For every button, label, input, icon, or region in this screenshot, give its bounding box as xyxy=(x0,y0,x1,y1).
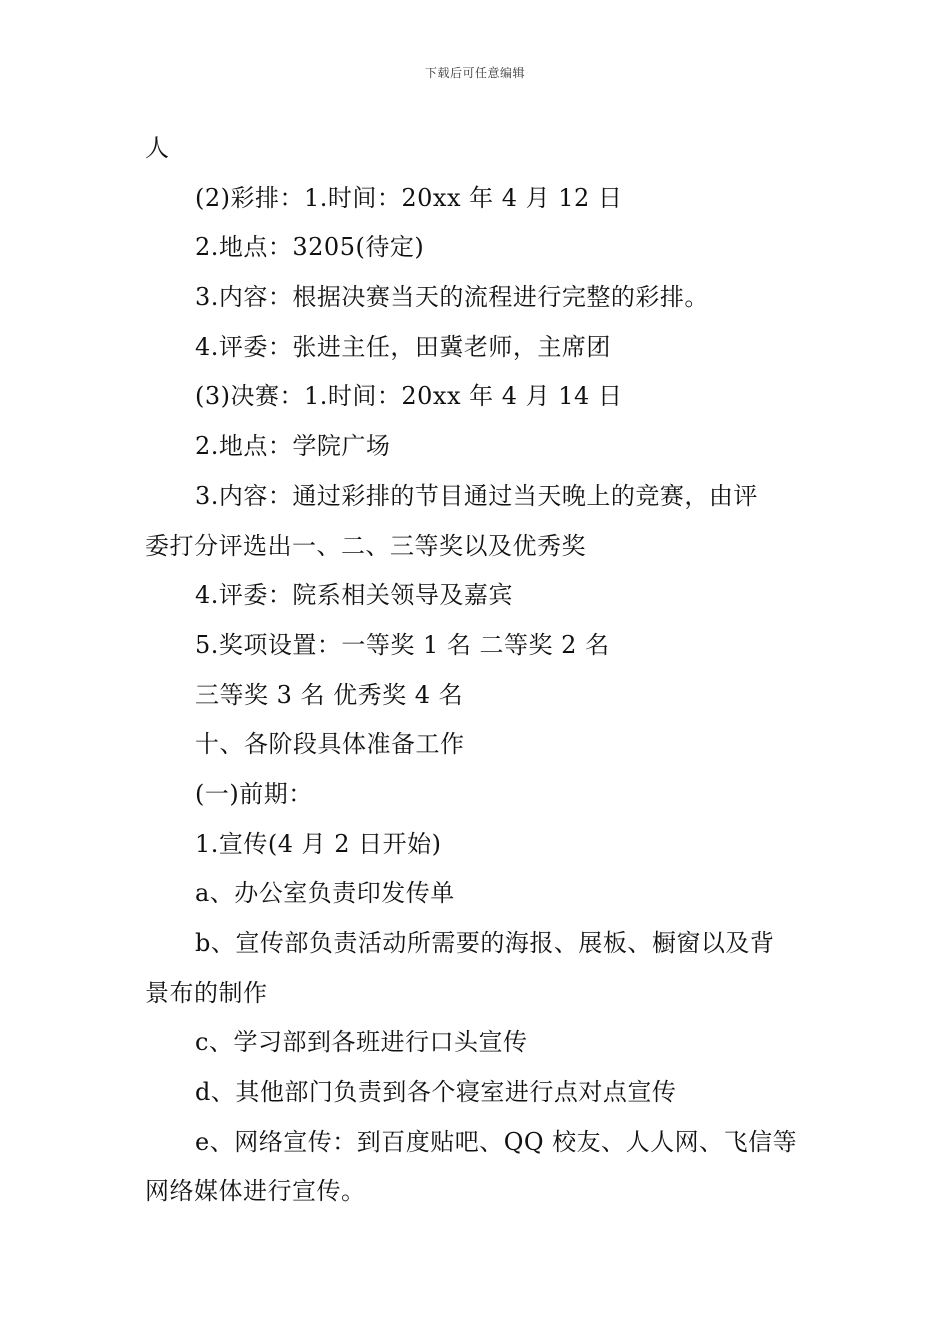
paragraph-line: e、网络宣传：到百度贴吧、QQ 校友、人人网、飞信等 xyxy=(195,1127,798,1156)
paragraph-line: 三等奖 3 名 优秀奖 4 名 xyxy=(195,680,464,709)
page-header: 下载后可任意编辑 xyxy=(424,66,525,80)
paragraph-line: d、其他部门负责到各个寝室进行点对点宣传 xyxy=(195,1078,677,1107)
paragraph-line: 1.宣传(4 月 2 日开始) xyxy=(195,829,442,858)
paragraph-line: 委打分评选出一、二、三等奖以及优秀奖 xyxy=(145,531,586,560)
paragraph-line: 5.奖项设置：一等奖 1 名 二等奖 2 名 xyxy=(195,630,610,659)
paragraph-line: (3)决赛：1.时间：20xx 年 4 月 14 日 xyxy=(195,382,623,411)
paragraph-line: b、宣传部负责活动所需要的海报、展板、橱窗以及背 xyxy=(195,929,775,957)
paragraph-line: 4.评委：院系相关领导及嘉宾 xyxy=(195,581,513,610)
paragraph-line: 3.内容：根据决赛当天的流程进行完整的彩排。 xyxy=(195,283,709,312)
paragraph-line: 2.地点：3205(待定) xyxy=(195,233,425,262)
paragraph-line: 网络媒体进行宣传。 xyxy=(145,1177,366,1206)
paragraph-line: a、办公室负责印发传单 xyxy=(195,879,455,908)
paragraph-line: 人 xyxy=(145,134,170,162)
document-body xyxy=(145,124,810,1217)
paragraph-line: 2.地点：学院广场 xyxy=(195,432,391,461)
paragraph-line: 十、各阶段具体准备工作 xyxy=(195,730,465,759)
paragraph-line: (一)前期： xyxy=(195,779,313,808)
paragraph-line: 4.评委：张进主任，田冀老师，主席团 xyxy=(195,332,611,361)
paragraph-line: 景布的制作 xyxy=(145,978,268,1007)
paragraph-line: (2)彩排：1.时间：20xx 年 4 月 12 日 xyxy=(195,183,623,212)
paragraph-line: c、学习部到各班进行口头宣传 xyxy=(195,1028,528,1057)
paragraph-line: 3.内容：通过彩排的节目通过当天晚上的竞赛，由评 xyxy=(195,481,758,510)
